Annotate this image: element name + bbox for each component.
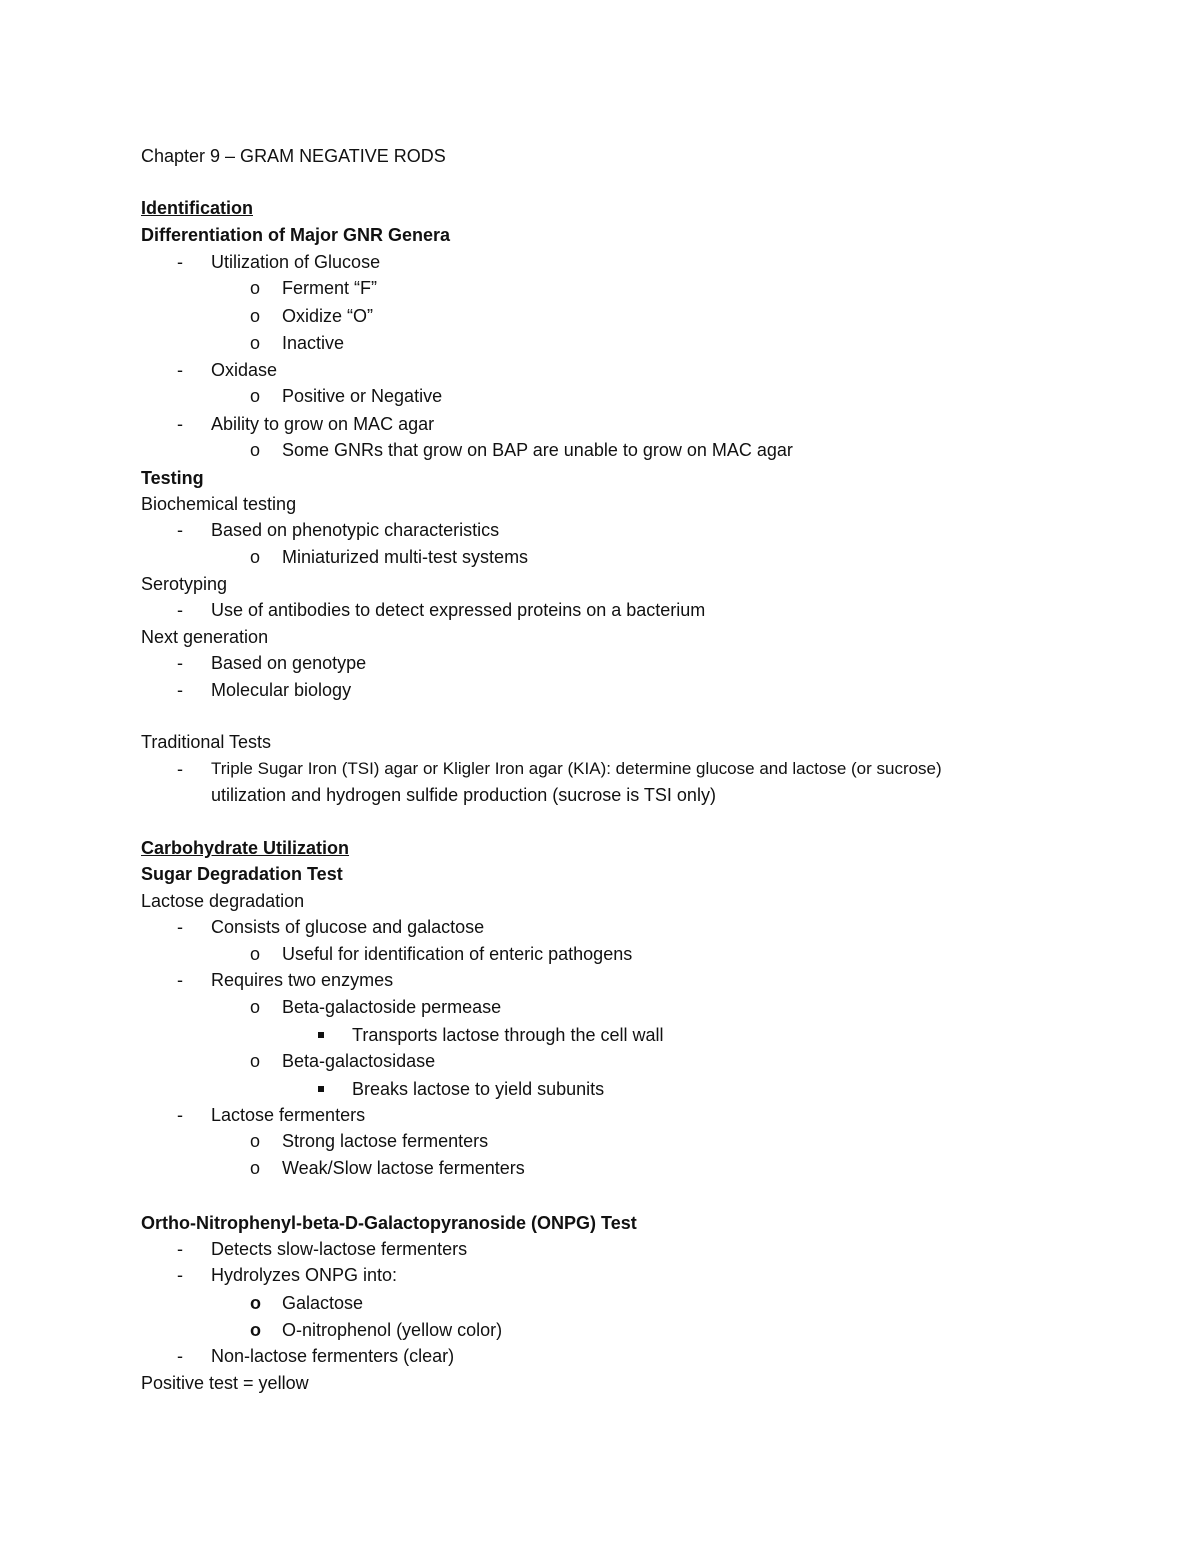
list-item-text: Beta-galactosidase (282, 1051, 436, 1071)
dash-bullet: - (177, 414, 183, 434)
circle-bullet: o (250, 1158, 261, 1178)
biochemical-label: Biochemical testing (141, 494, 297, 514)
circle-bullet: o (250, 306, 261, 326)
circle-bullet: o (250, 1051, 261, 1071)
circle-bullet: o (250, 333, 261, 353)
list-item-text: Triple Sugar Iron (TSI) agar or Kligler Iron agar (KIA): determine glucose and lactose (or sucrose) (211, 759, 942, 778)
list-item-text: Some GNRs that grow on BAP are unable to grow on MAC agar (282, 440, 793, 460)
dash-bullet: - (177, 917, 183, 937)
circle-bullet: o (250, 278, 261, 298)
identification-subheading: Differentiation of Major GNR Genera (141, 225, 451, 245)
circle-bullet: o (250, 944, 261, 964)
dash-bullet: - (177, 680, 183, 700)
list-item-text: utilization and hydrogen sulfide production (sucrose is TSI only) (211, 785, 716, 805)
identification-heading: Identification (141, 198, 253, 218)
list-item-text: Positive or Negative (282, 386, 443, 406)
onpg-heading: Ortho-Nitrophenyl-beta-D-Galactopyranoside (ONPG) Test (141, 1213, 637, 1233)
list-item-text: Molecular biology (211, 680, 352, 700)
list-item-text: Use of antibodies to detect expressed proteins on a bacterium (211, 600, 706, 620)
circle-bullet: o (250, 440, 261, 460)
square-bullet-icon (318, 1032, 324, 1038)
list-item-text: Non-lactose fermenters (clear) (211, 1346, 455, 1366)
circle-bullet: o (250, 1293, 261, 1313)
circle-bullet: o (250, 997, 261, 1017)
testing-heading: Testing (141, 468, 204, 488)
list-item-text: Based on phenotypic characteristics (211, 520, 500, 540)
dash-bullet: - (177, 600, 183, 620)
circle-bullet: o (250, 1131, 261, 1151)
onpg-result: Positive test = yellow (141, 1373, 309, 1393)
dash-bullet: - (177, 1239, 183, 1259)
carbohydrate-subheading: Sugar Degradation Test (141, 864, 343, 884)
list-item-text: Oxidase (211, 360, 278, 380)
list-item-text: Ferment “F” (282, 278, 378, 298)
chapter-title: Chapter 9 – GRAM NEGATIVE RODS (141, 146, 446, 166)
list-item-text: Hydrolyzes ONPG into: (211, 1265, 398, 1285)
dash-bullet: - (177, 970, 183, 990)
list-item-text: Useful for identification of enteric pathogens (282, 944, 633, 964)
list-item-text: Transports lactose through the cell wall (352, 1025, 664, 1045)
list-item-text: Utilization of Glucose (211, 252, 381, 272)
list-item-text: Miniaturized multi-test systems (282, 547, 529, 567)
dash-bullet: - (177, 252, 183, 272)
list-item-text: Inactive (282, 333, 345, 353)
list-item-text: Ability to grow on MAC agar (211, 414, 435, 434)
list-item-text: Galactose (282, 1293, 364, 1313)
list-item-text: Lactose fermenters (211, 1105, 366, 1125)
circle-bullet: o (250, 1320, 261, 1340)
dash-bullet: - (177, 653, 183, 673)
dash-bullet: - (177, 520, 183, 540)
dash-bullet: - (177, 360, 183, 380)
list-item-text: Weak/Slow lactose fermenters (282, 1158, 525, 1178)
list-item-text: Detects slow-lactose fermenters (211, 1239, 468, 1259)
list-item-text: Requires two enzymes (211, 970, 394, 990)
lactose-label: Lactose degradation (141, 891, 305, 911)
next-generation-label: Next generation (141, 627, 269, 647)
dash-bullet: - (177, 1346, 183, 1366)
circle-bullet: o (250, 386, 261, 406)
carbohydrate-heading: Carbohydrate Utilization (141, 838, 350, 858)
square-bullet-icon (318, 1086, 324, 1092)
serotyping-label: Serotyping (141, 574, 228, 594)
list-item-text: Beta-galactoside permease (282, 997, 502, 1017)
dash-bullet: - (177, 759, 183, 779)
list-item-text: Strong lactose fermenters (282, 1131, 489, 1151)
dash-bullet: - (177, 1105, 183, 1125)
traditional-tests-label: Traditional Tests (141, 732, 272, 752)
dash-bullet: - (177, 1265, 183, 1285)
circle-bullet: o (250, 547, 261, 567)
list-item-text: O-nitrophenol (yellow color) (282, 1320, 503, 1340)
list-item-text: Breaks lactose to yield subunits (352, 1079, 605, 1099)
list-item-text: Consists of glucose and galactose (211, 917, 485, 937)
list-item-text: Based on genotype (211, 653, 367, 673)
list-item-text: Oxidize “O” (282, 306, 374, 326)
